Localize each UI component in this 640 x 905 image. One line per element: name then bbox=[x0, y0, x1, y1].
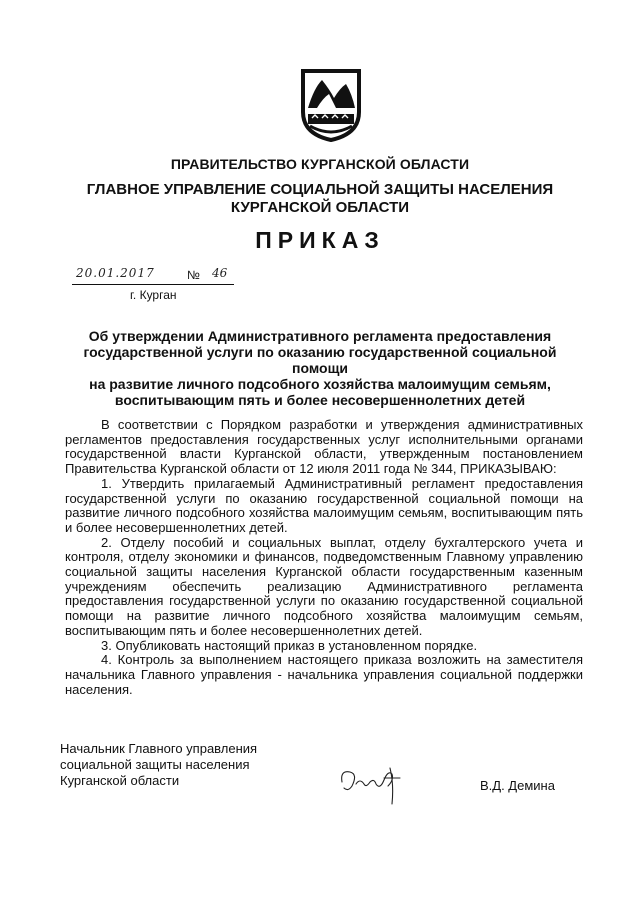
city-label: г. Курган bbox=[130, 288, 177, 302]
government-heading: ПРАВИТЕЛЬСТВО КУРГАНСКОЙ ОБЛАСТИ bbox=[170, 156, 470, 172]
item-paragraph-2: 2. Отделу пособий и социальных выплат, отделу бухгалтерского учета и контроля, отделу экономики и финансов, подведомственным Главному управлению социальной защиты населения Курганской области государственным казенным учреждениям обеспечить реализацию Административного регламента предоставления государственной услуги по оказанию государственной социальной помощи на развитие личного подсобного хозяйства малоимущим семьям, воспитывающим пять и более несовершеннолетних детей. bbox=[65, 534, 583, 638]
signatory-position bbox=[60, 741, 257, 789]
order-title-line: государственной услуги по оказанию государственной социальной помощи bbox=[83, 344, 557, 376]
signatory-position-line: Начальник Главного управления bbox=[60, 741, 258, 756]
number-label: № bbox=[187, 268, 200, 282]
date-number-line bbox=[72, 266, 234, 285]
preamble-paragraph: В соответствии с Порядком разработки и утверждения административных регламентов предоставления государственных услуг исполнительными органами государственной власти Курганской области, утвержденным постановлением Правительства Курганской области от 12 июля 2011 года № 344, ПРИКАЗЫВАЮ: bbox=[65, 417, 583, 477]
order-date: 20.01.2017 bbox=[76, 266, 155, 280]
department-heading-line: ГЛАВНОЕ УПРАВЛЕНИЕ СОЦИАЛЬНОЙ ЗАЩИТЫ НАСЕЛЕНИЯ bbox=[86, 181, 554, 198]
department-heading-line: КУРГАНСКОЙ ОБЛАСТИ bbox=[230, 199, 410, 216]
order-title-line: на развитие личного подсобного хозяйства малоимущим семьям, bbox=[89, 376, 551, 392]
order-title-line: Об утверждении Административного регламента предоставления bbox=[88, 328, 552, 344]
order-body bbox=[65, 418, 583, 697]
item-paragraph-3: 3. Опубликовать настоящий приказ в установленном порядке. bbox=[101, 637, 478, 653]
order-title-line: воспитывающим пять и более несовершеннолетних детей bbox=[114, 392, 526, 408]
order-title bbox=[60, 328, 580, 408]
item-paragraph-4: 4. Контроль за выполнением настоящего приказа возложить на заместителя начальника Главного управления - начальника управления социальной поддержки населения. bbox=[65, 652, 583, 697]
order-number: 46 bbox=[212, 266, 228, 280]
kurgan-coat-of-arms-icon bbox=[300, 68, 362, 142]
signatory-position-line: Курганской области bbox=[60, 773, 180, 788]
department-heading bbox=[0, 181, 640, 217]
document-type-heading: ПРИКАЗ bbox=[255, 227, 385, 253]
signatory-position-line: социальной защиты населения bbox=[60, 757, 250, 772]
signer-name: В.Д. Демина bbox=[480, 778, 555, 793]
item-paragraph-1: 1. Утвердить прилагаемый Административный регламент предоставления государственной услуги по оказанию государственной социальной помощи на развитие личного подсобного хозяйства малоимущим семьям, воспитывающим пять и более несовершеннолетних детей. bbox=[65, 475, 583, 535]
handwritten-signature-icon bbox=[336, 760, 416, 806]
